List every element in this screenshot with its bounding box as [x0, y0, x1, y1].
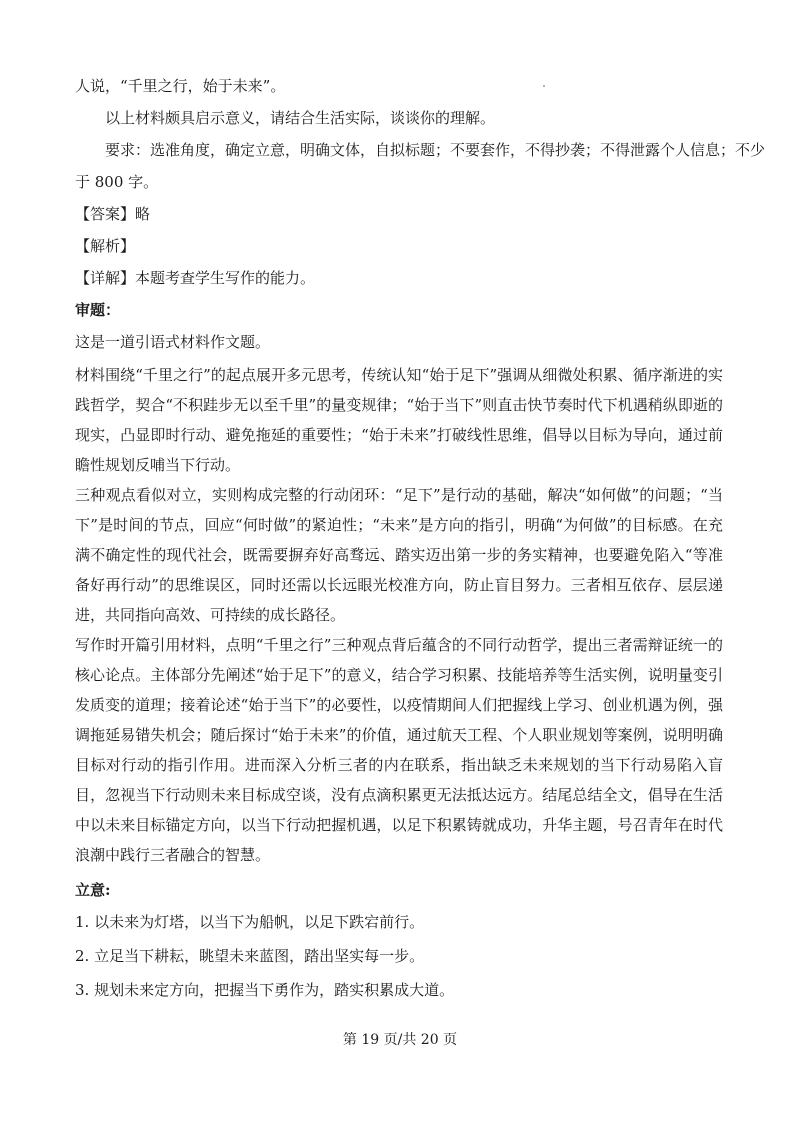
quote-line: 人说，“千里之行，始于未来”。 [75, 77, 286, 95]
prompt-line: 以上材料颇具启示意义，请结合生活实际，谈谈你的理解。 [105, 109, 496, 127]
liyi-heading: 立意: [75, 881, 111, 899]
shenti-heading: 审题： [75, 301, 121, 319]
shenti-paragraph-4: 写作时开篇引用材料，点明“千里之行”三种观点背后蕴含的不同行动哲学，提出三者需辩证统一的核心论点。主体部分先阐述“始于足下”的意义，结合学习积累、技能培养等生活实例，说明量变引发质变的道理；接着论述“始于当下”的必要性，以疫情期间人们把握线上学习、创业机遇为例，强调拖延易错失机会；随后探讨“始于未来”的价值，通过航天工程、个人职业规划等案例，说明明确目标对行动的指引作用。进而深入分析三者的内在联系，指出缺乏未来规划的当下行动易陷入盲目，忽视当下行动则未来目标成空谈，没有点滴积累更无法抵达远方。结尾总结全文，倡导在生活中以未来目标锚定方向，以当下行动把握机遇，以足下积累铸就成功，升华主题，号召青年在时代浪潮中践行三者融合的智慧。 [75, 636, 723, 864]
liyi-item-1: 1. 以未来为灯塔，以当下为船帆，以足下跌宕前行。 [75, 913, 425, 931]
requirement-line-1: 要求：选准角度，确定立意，明确文体，自拟标题；不要套作，不得抄袭；不得泄露个人信息；不少 [105, 141, 766, 159]
analysis-label: 【解析】 [75, 237, 136, 255]
page-number: 第 19 页/共 20 页 [342, 1032, 458, 1048]
liyi-item-2: 2. 立足当下耕耘，眺望未来蓝图，踏出坚实每一步。 [75, 947, 425, 965]
shenti-paragraph-2: 材料围绕“千里之行”的起点展开多元思考，传统认知“始于足下”强调从细微处积累、循序渐进的实践哲学，契合“不积跬步无以至千里”的量变规律；“始于当下”则直击快节奏时代下机遇稍纵即逝的现实，凸显即时行动、避免拖延的重要性；“始于未来”打破线性思维，倡导以目标为导向，通过前瞻性规划反哺当下行动。 [75, 366, 723, 474]
shenti-paragraph-1: 这是一道引语式材料作文题。 [75, 333, 271, 351]
detail-label: 【详解】本题考查学生写作的能力。 [75, 269, 316, 287]
shenti-paragraph-3: 三种观点看似对立，实则构成完整的行动闭环：“足下”是行动的基础，解决“如何做”的问题；“当下”是时间的节点，回应“何时做”的紧迫性；“未来”是方向的指引，明确“为何做”的目标感。在充满不确定性的现代社会，既需要摒弃好高骛远、踏实迈出第一步的务实精神，也要避免陷入“等准备好再行动”的思维误区，同时还需以长远眼光校准方向，防止盲目努力。三者相互依存、层层递进，共同指向高效、可持续的成长路径。 [75, 486, 723, 624]
requirement-line-2: 于 800 字。 [75, 173, 159, 191]
answer-label: 【答案】略 [75, 205, 151, 223]
document-body [75, 72, 766, 1010]
liyi-item-3: 3. 规划未来定方向，把握当下勇作为，踏实积累成大道。 [75, 981, 455, 999]
